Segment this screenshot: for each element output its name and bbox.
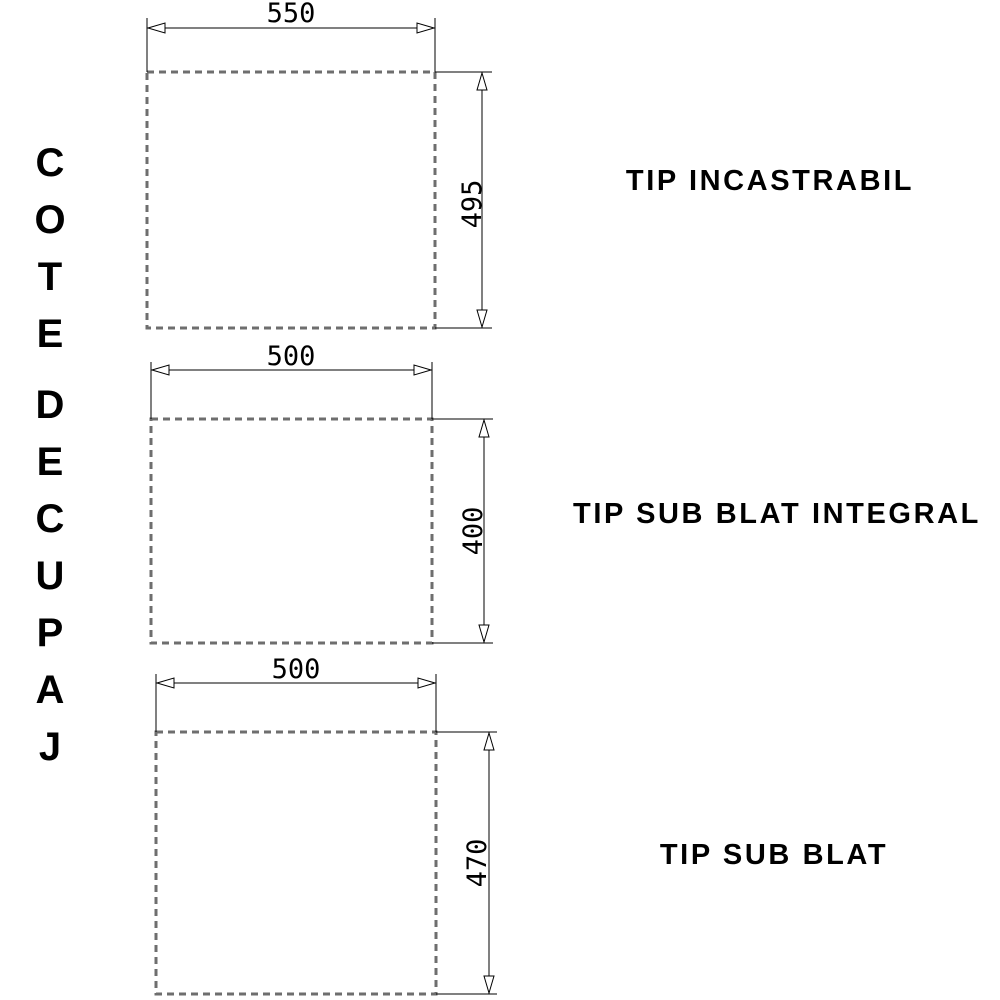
arrow-up-icon: [479, 420, 489, 437]
arrow-up-icon: [477, 73, 487, 90]
cutout-outline: [151, 419, 432, 643]
side-title-letter: E: [36, 440, 64, 484]
arrow-left-icon: [157, 678, 174, 688]
width-dimension-text: 500: [266, 341, 316, 372]
arrow-right-icon: [414, 365, 431, 375]
cutout-outline: [147, 72, 435, 328]
side-title-letter: O: [34, 198, 66, 242]
arrow-left-icon: [152, 365, 169, 375]
arrow-down-icon: [477, 310, 487, 327]
side-title-letter: U: [35, 554, 65, 598]
arrow-down-icon: [479, 625, 489, 642]
side-title: [34, 141, 65, 769]
cutout-outline: [156, 732, 436, 994]
cutout-type-label: TIP SUB BLAT: [659, 839, 889, 871]
side-title-letter: E: [36, 312, 64, 356]
arrow-down-icon: [484, 976, 494, 993]
side-title-letter: A: [35, 668, 65, 712]
height-dimension-text: 400: [458, 506, 489, 556]
arrow-up-icon: [484, 733, 494, 750]
width-dimension-text: 550: [266, 0, 316, 29]
side-title-letter: D: [35, 383, 65, 427]
cutout-type-label: TIP INCASTRABIL: [625, 165, 915, 197]
side-title-letter: T: [37, 255, 63, 299]
arrow-right-icon: [417, 23, 434, 33]
side-title-letter: J: [38, 725, 62, 769]
height-dimension-text: 495: [457, 179, 488, 229]
arrow-left-icon: [148, 23, 165, 33]
arrow-right-icon: [418, 678, 435, 688]
cutout-sub-blat-integral: [151, 341, 981, 643]
width-dimension-text: 500: [271, 654, 321, 685]
cutout-sub-blat: [156, 654, 888, 994]
side-title-letter: C: [35, 141, 65, 185]
side-title-letter: P: [36, 611, 64, 655]
cutout-incastrabil: [147, 0, 914, 328]
height-dimension-text: 470: [462, 838, 493, 888]
cutout-type-label: TIP SUB BLAT INTEGRAL: [573, 498, 981, 530]
side-title-letter: C: [35, 497, 65, 541]
